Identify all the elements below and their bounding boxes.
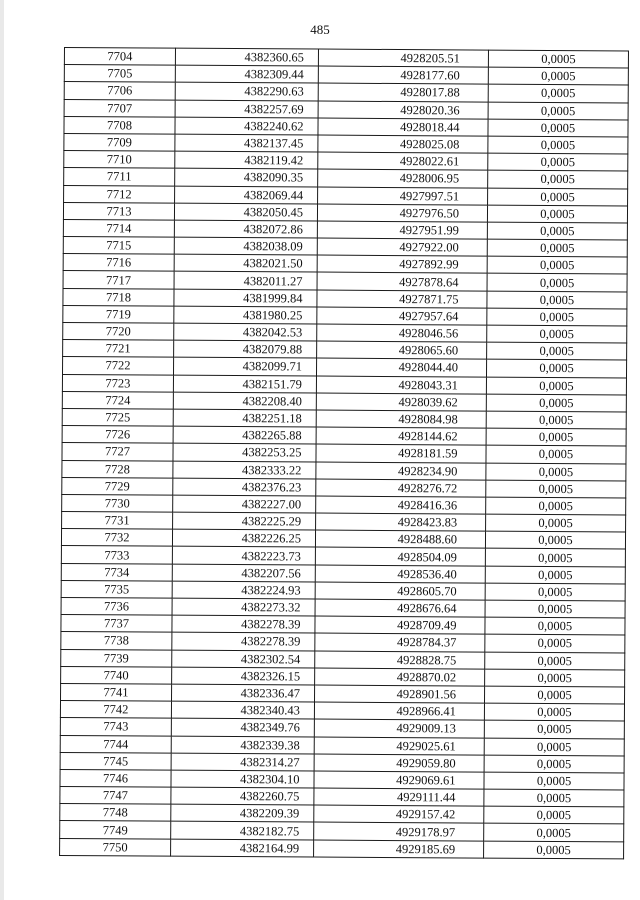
y-coordinate-cell: 4928416.36	[316, 496, 486, 514]
point-number-cell: 7706	[64, 82, 175, 100]
x-coordinate-cell: 4382225.29	[173, 512, 316, 530]
y-coordinate-cell: 4928022.61	[318, 152, 488, 170]
y-coordinate-cell: 4927922.00	[317, 238, 487, 256]
value-cell: 0,0005	[485, 652, 625, 670]
point-number-cell: 7713	[63, 202, 174, 220]
value-cell: 0,0005	[485, 531, 625, 549]
value-cell: 0,0005	[485, 600, 625, 618]
point-number-cell: 7728	[62, 460, 173, 478]
x-coordinate-cell: 4382304.10	[171, 770, 314, 788]
value-cell: 0,0005	[484, 789, 624, 807]
x-coordinate-cell: 4381999.84	[174, 289, 317, 307]
point-number-cell: 7749	[60, 821, 171, 839]
x-coordinate-cell: 4382326.15	[172, 667, 315, 685]
value-cell: 0,0005	[488, 153, 628, 171]
y-coordinate-cell: 4929178.97	[314, 822, 484, 840]
x-coordinate-cell: 4382099.71	[174, 358, 317, 376]
x-coordinate-cell: 4382278.39	[172, 615, 315, 633]
value-cell: 0,0005	[484, 738, 624, 756]
x-coordinate-cell: 4382223.73	[172, 547, 315, 565]
y-coordinate-cell: 4928966.41	[314, 702, 484, 720]
value-cell: 0,0005	[488, 119, 628, 137]
point-number-cell: 7727	[62, 443, 173, 461]
value-cell: 0,0005	[486, 428, 626, 446]
point-number-cell: 7732	[61, 529, 172, 547]
y-coordinate-cell: 4928605.70	[315, 582, 485, 600]
x-coordinate-cell: 4382119.42	[175, 151, 318, 169]
value-cell: 0,0005	[487, 256, 627, 274]
point-number-cell: 7717	[63, 271, 174, 289]
value-cell: 0,0005	[486, 445, 626, 463]
x-coordinate-cell: 4382253.25	[173, 443, 316, 461]
point-number-cell: 7709	[64, 133, 175, 151]
x-coordinate-cell: 4382208.40	[173, 392, 316, 410]
x-coordinate-cell: 4382164.99	[171, 839, 314, 857]
x-coordinate-cell: 4382260.75	[171, 787, 314, 805]
y-coordinate-cell: 4928276.72	[316, 479, 486, 497]
x-coordinate-cell: 4382251.18	[173, 409, 316, 427]
y-coordinate-cell: 4928870.02	[315, 668, 485, 686]
x-coordinate-cell: 4382309.44	[175, 65, 318, 83]
x-coordinate-cell: 4382042.53	[174, 323, 317, 341]
y-coordinate-cell: 4928025.08	[318, 135, 488, 153]
point-number-cell: 7743	[60, 718, 171, 736]
point-number-cell: 7721	[63, 340, 174, 358]
y-coordinate-cell: 4929069.61	[314, 771, 484, 789]
value-cell: 0,0005	[488, 136, 628, 154]
y-coordinate-cell: 4928046.56	[317, 324, 487, 342]
point-number-cell: 7726	[62, 426, 173, 444]
y-coordinate-cell: 4928504.09	[315, 547, 485, 565]
value-cell: 0,0005	[487, 222, 627, 240]
x-coordinate-cell: 4382290.63	[175, 83, 318, 101]
y-coordinate-cell: 4928181.59	[316, 444, 486, 462]
y-coordinate-cell: 4927871.75	[317, 290, 487, 308]
point-number-cell: 7740	[61, 666, 172, 684]
point-number-cell: 7708	[64, 116, 175, 134]
point-number-cell: 7748	[60, 804, 171, 822]
y-coordinate-cell: 4929111.44	[314, 788, 484, 806]
value-cell: 0,0005	[487, 274, 627, 292]
y-coordinate-cell: 4928536.40	[315, 565, 485, 583]
y-coordinate-cell: 4928828.75	[315, 651, 485, 669]
point-number-cell: 7736	[61, 597, 172, 615]
value-cell: 0,0005	[485, 549, 625, 567]
y-coordinate-cell: 4928784.37	[315, 633, 485, 651]
value-cell: 0,0005	[487, 308, 627, 326]
x-coordinate-cell: 4382278.39	[172, 633, 315, 651]
point-number-cell: 7712	[64, 185, 175, 203]
y-coordinate-cell: 4927976.50	[317, 204, 487, 222]
x-coordinate-cell: 4382079.88	[174, 340, 317, 358]
y-coordinate-cell: 4928234.90	[316, 462, 486, 480]
x-coordinate-cell: 4382209.39	[171, 804, 314, 822]
y-coordinate-cell: 4927957.64	[317, 307, 487, 325]
point-number-cell: 7744	[60, 735, 171, 753]
x-coordinate-cell: 4382226.25	[172, 529, 315, 547]
y-coordinate-cell: 4927878.64	[317, 272, 487, 290]
x-coordinate-cell: 4382182.75	[171, 822, 314, 840]
value-cell: 0,0005	[487, 239, 627, 257]
x-coordinate-cell: 4382069.44	[175, 186, 318, 204]
x-coordinate-cell: 4382137.45	[175, 134, 318, 152]
point-number-cell: 7750	[60, 838, 171, 856]
y-coordinate-cell: 4928017.88	[318, 83, 488, 101]
point-number-cell: 7724	[62, 391, 173, 409]
value-cell: 0,0005	[485, 617, 625, 635]
point-number-cell: 7731	[62, 512, 173, 530]
y-coordinate-cell: 4928177.60	[318, 66, 488, 84]
x-coordinate-cell: 4381980.25	[174, 306, 317, 324]
x-coordinate-cell: 4382336.47	[172, 684, 315, 702]
x-coordinate-cell: 4382257.69	[175, 100, 318, 118]
x-coordinate-cell: 4382224.93	[172, 581, 315, 599]
value-cell: 0,0005	[484, 703, 624, 721]
y-coordinate-cell: 4928084.98	[316, 410, 486, 428]
y-coordinate-cell: 4927892.99	[317, 255, 487, 273]
value-cell: 0,0005	[484, 720, 624, 738]
x-coordinate-cell: 4382227.00	[173, 495, 316, 513]
value-cell: 0,0005	[484, 806, 624, 824]
value-cell: 0,0005	[487, 342, 627, 360]
x-coordinate-cell: 4382011.27	[174, 272, 317, 290]
table-row	[60, 838, 624, 859]
y-coordinate-cell: 4928901.56	[315, 685, 485, 703]
y-coordinate-cell: 4928065.60	[317, 341, 487, 359]
y-coordinate-cell: 4927951.99	[317, 221, 487, 239]
value-cell: 0,0005	[485, 583, 625, 601]
x-coordinate-cell: 4382207.56	[172, 564, 315, 582]
value-cell: 0,0005	[486, 497, 626, 515]
x-coordinate-cell: 4382072.86	[174, 220, 317, 238]
y-coordinate-cell: 4929059.80	[314, 754, 484, 772]
point-number-cell: 7704	[64, 48, 175, 66]
point-number-cell: 7725	[62, 408, 173, 426]
value-cell: 0,0005	[484, 824, 624, 842]
value-cell: 0,0005	[485, 634, 625, 652]
point-number-cell: 7711	[64, 168, 175, 186]
point-number-cell: 7733	[61, 546, 172, 564]
page-number: 485	[310, 22, 330, 37]
value-cell: 0,0005	[486, 463, 626, 481]
x-coordinate-cell: 4382376.23	[173, 478, 316, 496]
y-coordinate-cell: 4928205.51	[318, 49, 488, 67]
value-cell: 0,0005	[486, 394, 626, 412]
point-number-cell: 7735	[61, 580, 172, 598]
value-cell: 0,0005	[486, 480, 626, 498]
y-coordinate-cell: 4928144.62	[316, 427, 486, 445]
x-coordinate-cell: 4382273.32	[172, 598, 315, 616]
coordinates-table-body	[60, 48, 629, 859]
point-number-cell: 7729	[62, 477, 173, 495]
x-coordinate-cell: 4382090.35	[175, 168, 318, 186]
value-cell: 0,0005	[487, 291, 627, 309]
point-number-cell: 7716	[63, 254, 174, 272]
point-number-cell: 7734	[61, 563, 172, 581]
x-coordinate-cell: 4382151.79	[173, 375, 316, 393]
point-number-cell: 7745	[60, 752, 171, 770]
value-cell: 0,0005	[484, 841, 624, 859]
x-coordinate-cell: 4382240.62	[175, 117, 318, 135]
point-number-cell: 7746	[60, 769, 171, 787]
value-cell: 0,0005	[486, 377, 626, 395]
value-cell: 0,0005	[487, 205, 627, 223]
point-number-cell: 7723	[62, 374, 173, 392]
x-coordinate-cell: 4382339.38	[171, 736, 314, 754]
value-cell: 0,0005	[488, 84, 628, 102]
point-number-cell: 7720	[63, 322, 174, 340]
value-cell: 0,0005	[485, 669, 625, 687]
x-coordinate-cell: 4382050.45	[174, 203, 317, 221]
x-coordinate-cell: 4382349.76	[171, 718, 314, 736]
point-number-cell: 7707	[64, 99, 175, 117]
point-number-cell: 7722	[63, 357, 174, 375]
x-coordinate-cell: 4382360.65	[175, 48, 318, 66]
x-coordinate-cell: 4382340.43	[171, 701, 314, 719]
y-coordinate-cell: 4928006.95	[318, 169, 488, 187]
y-coordinate-cell: 4929025.61	[314, 737, 484, 755]
y-coordinate-cell: 4928423.83	[316, 513, 486, 531]
value-cell: 0,0005	[486, 514, 626, 532]
x-coordinate-cell: 4382302.54	[172, 650, 315, 668]
y-coordinate-cell: 4929009.13	[314, 719, 484, 737]
y-coordinate-cell: 4928043.31	[316, 376, 486, 394]
value-cell: 0,0005	[486, 411, 626, 429]
y-coordinate-cell: 4927997.51	[318, 187, 488, 205]
y-coordinate-cell: 4928709.49	[315, 616, 485, 634]
point-number-cell: 7739	[61, 649, 172, 667]
point-number-cell: 7710	[64, 151, 175, 169]
point-number-cell: 7738	[61, 632, 172, 650]
value-cell: 0,0005	[484, 755, 624, 773]
scan-edge	[0, 0, 4, 900]
point-number-cell: 7714	[63, 219, 174, 237]
value-cell: 0,0005	[488, 188, 628, 206]
y-coordinate-cell: 4928020.36	[318, 101, 488, 119]
point-number-cell: 7737	[61, 615, 172, 633]
y-coordinate-cell: 4928018.44	[318, 118, 488, 136]
value-cell: 0,0005	[486, 359, 626, 377]
point-number-cell: 7742	[60, 701, 171, 719]
value-cell: 0,0005	[488, 102, 628, 120]
y-coordinate-cell: 4928676.64	[315, 599, 485, 617]
value-cell: 0,0005	[485, 566, 625, 584]
point-number-cell: 7715	[63, 237, 174, 255]
point-number-cell: 7705	[64, 65, 175, 83]
value-cell: 0,0005	[484, 686, 624, 704]
y-coordinate-cell: 4929157.42	[314, 805, 484, 823]
point-number-cell: 7741	[61, 683, 172, 701]
y-coordinate-cell: 4929185.69	[314, 840, 484, 858]
value-cell: 0,0005	[488, 170, 628, 188]
point-number-cell: 7730	[62, 494, 173, 512]
y-coordinate-cell: 4928488.60	[315, 530, 485, 548]
y-coordinate-cell: 4928039.62	[316, 393, 486, 411]
value-cell: 0,0005	[487, 325, 627, 343]
point-number-cell: 7747	[60, 787, 171, 805]
value-cell: 0,0005	[484, 772, 624, 790]
x-coordinate-cell: 4382038.09	[174, 237, 317, 255]
y-coordinate-cell: 4928044.40	[316, 358, 486, 376]
point-number-cell: 7718	[63, 288, 174, 306]
x-coordinate-cell: 4382021.50	[174, 254, 317, 272]
x-coordinate-cell: 4382265.88	[173, 426, 316, 444]
point-number-cell: 7719	[63, 305, 174, 323]
value-cell: 0,0005	[488, 50, 628, 68]
coordinates-table	[59, 47, 629, 859]
x-coordinate-cell: 4382333.22	[173, 461, 316, 479]
value-cell: 0,0005	[488, 67, 628, 85]
x-coordinate-cell: 4382314.27	[171, 753, 314, 771]
